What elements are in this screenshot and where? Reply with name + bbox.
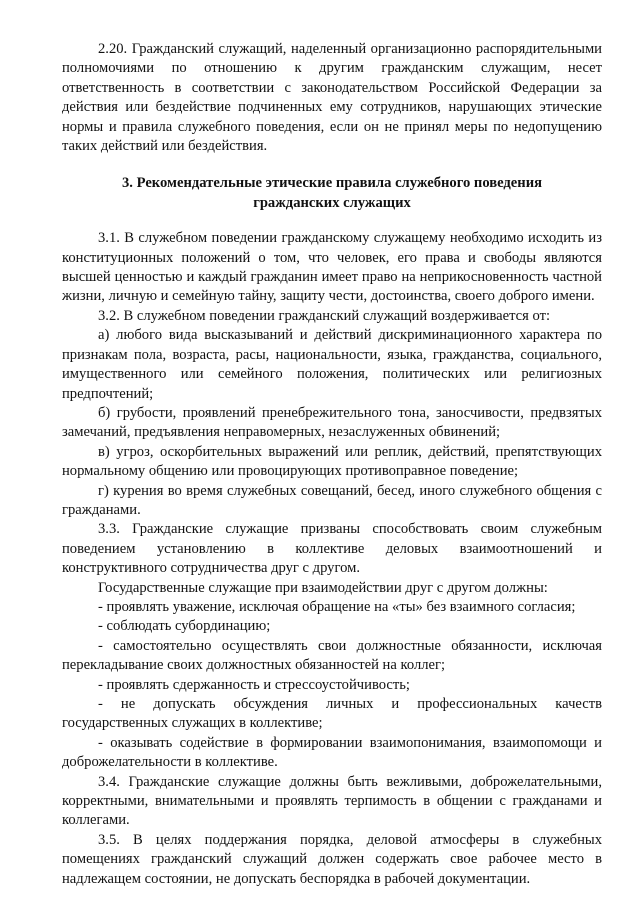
paragraph-3-3: 3.3. Гражданские служащие призваны способствовать своим служебным поведением установлению в коллективе деловых взаимоотношений и конструктивного сотрудничества друг с другом.	[62, 521, 602, 577]
paragraph-3-2: 3.2. В служебном поведении гражданский служащий воздерживается от:	[98, 307, 551, 324]
section-heading: 3. Рекомендательные этические правила служебного поведения гражданских служащих	[122, 175, 542, 211]
paragraph-3-2-a: а) любого вида высказываний и действий дискриминационного характера по признакам пола, возраста, расы, национальности, языка, гражданства, социального, имущественного или семейного положения, политических или религиозных предпочтений;	[62, 327, 602, 402]
list-item: - проявлять уважение, исключая обращение на «ты» без взаимного согласия;	[98, 598, 576, 615]
paragraph-2-20: 2.20. Гражданский служащий, наделенный организационно распорядительными полномочиями по отношению к другим гражданским служащим, несет ответственность в соответствии с законодательством Российской Федерации за действия или бездействие подчиненных ему сотрудников, нарушающих этические нормы и правила служебного поведения, если он не принял меры по недопущению таких действий или бездействия.	[62, 41, 602, 155]
paragraph-3-2-v: в) угроз, оскорбительных выражений или реплик, действий, препятствующих нормальному общению или провоцирующих противоправное поведение;	[62, 443, 602, 480]
paragraph-3-4: 3.4. Гражданские служащие должны быть вежливыми, доброжелательными, корректными, внимательными и проявлять терпимость в общении с гражданами и коллегами.	[62, 773, 602, 829]
paragraph-3-5: 3.5. В целях поддержания порядка, деловой атмосферы в служебных помещениях гражданский служащий должен содержать свое рабочее место в надлежащем состоянии, не допускать беспорядка в рабочей документации.	[62, 831, 602, 887]
paragraph-3-2-b: б) грубости, проявлений пренебрежительного тона, заносчивости, предвзятых замечаний, предъявления неправомерных, незаслуженных обвинений;	[62, 404, 602, 441]
list-item: - не допускать обсуждения личных и профессиональных качеств государственных служащих в коллективе;	[62, 696, 602, 732]
list-item: - проявлять сдержанность и стрессоустойчивость;	[98, 676, 410, 693]
list-item: - соблюдать субординацию;	[98, 618, 271, 635]
list-item: - оказывать содействие в формировании взаимопонимания, взаимопомощи и доброжелательности в коллективе.	[62, 734, 602, 771]
paragraph-3-2-g: г) курения во время служебных совещаний, бесед, иного служебного общения с гражданами.	[62, 482, 602, 518]
paragraph-3-1: 3.1. В служебном поведении гражданскому служащему необходимо исходить из конституционных положений о том, что человек, его права и свободы являются высшей ценностью и каждый гражданин имеет право на неприкосновенность частной жизни, личную и семейную тайну, защиту чести, достоинства, своего доброго имени.	[62, 230, 602, 305]
paragraph-duties-intro: Государственные служащие при взаимодействии друг с другом должны:	[98, 579, 548, 596]
list-item: - самостоятельно осуществлять свои должностные обязанности, исключая перекладывание своих должностных обязанностей на коллег;	[62, 637, 602, 674]
